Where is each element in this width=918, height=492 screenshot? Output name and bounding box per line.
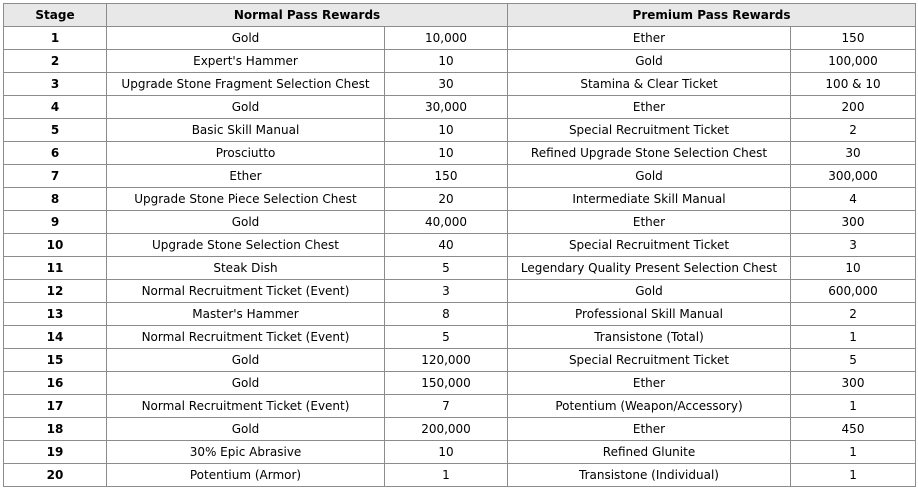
normal-reward-item: Gold bbox=[107, 418, 385, 441]
premium-reward-quantity: 2 bbox=[791, 303, 916, 326]
table-row bbox=[4, 73, 916, 96]
premium-pass-header: Premium Pass Rewards bbox=[508, 4, 916, 27]
premium-reward-quantity: 5 bbox=[791, 349, 916, 372]
stage-cell: 6 bbox=[4, 142, 107, 165]
table-row bbox=[4, 50, 916, 73]
stage-header: Stage bbox=[4, 4, 107, 27]
table-row bbox=[4, 303, 916, 326]
stage-cell: 15 bbox=[4, 349, 107, 372]
table-row bbox=[4, 165, 916, 188]
premium-reward-item: Stamina & Clear Ticket bbox=[508, 73, 791, 96]
table-row bbox=[4, 96, 916, 119]
stage-cell: 12 bbox=[4, 280, 107, 303]
premium-reward-item: Professional Skill Manual bbox=[508, 303, 791, 326]
stage-cell: 17 bbox=[4, 395, 107, 418]
normal-reward-quantity: 40 bbox=[385, 234, 508, 257]
premium-reward-quantity: 1 bbox=[791, 326, 916, 349]
normal-reward-quantity: 5 bbox=[385, 326, 508, 349]
table-row bbox=[4, 188, 916, 211]
premium-reward-item: Ether bbox=[508, 211, 791, 234]
normal-reward-item: Gold bbox=[107, 372, 385, 395]
table-row bbox=[4, 372, 916, 395]
normal-reward-item: Upgrade Stone Fragment Selection Chest bbox=[107, 73, 385, 96]
normal-reward-item: Ether bbox=[107, 165, 385, 188]
header-row bbox=[4, 4, 916, 27]
premium-reward-quantity: 300 bbox=[791, 211, 916, 234]
premium-reward-item: Refined Glunite bbox=[508, 441, 791, 464]
table-row bbox=[4, 27, 916, 50]
table-row bbox=[4, 257, 916, 280]
normal-reward-quantity: 3 bbox=[385, 280, 508, 303]
premium-reward-quantity: 30 bbox=[791, 142, 916, 165]
normal-reward-quantity: 150 bbox=[385, 165, 508, 188]
table-row bbox=[4, 142, 916, 165]
stage-cell: 4 bbox=[4, 96, 107, 119]
premium-reward-quantity: 10 bbox=[791, 257, 916, 280]
normal-reward-quantity: 10 bbox=[385, 441, 508, 464]
stage-cell: 7 bbox=[4, 165, 107, 188]
stage-cell: 13 bbox=[4, 303, 107, 326]
normal-reward-item: Prosciutto bbox=[107, 142, 385, 165]
stage-cell: 3 bbox=[4, 73, 107, 96]
table-row bbox=[4, 326, 916, 349]
rewards-body bbox=[4, 27, 916, 487]
normal-reward-quantity: 40,000 bbox=[385, 211, 508, 234]
normal-reward-quantity: 20 bbox=[385, 188, 508, 211]
premium-reward-quantity: 600,000 bbox=[791, 280, 916, 303]
premium-reward-item: Refined Upgrade Stone Selection Chest bbox=[508, 142, 791, 165]
normal-reward-quantity: 5 bbox=[385, 257, 508, 280]
normal-reward-quantity: 10 bbox=[385, 119, 508, 142]
table-row bbox=[4, 464, 916, 487]
normal-reward-item: Gold bbox=[107, 349, 385, 372]
table-row bbox=[4, 280, 916, 303]
premium-reward-quantity: 100 & 10 bbox=[791, 73, 916, 96]
premium-reward-item: Special Recruitment Ticket bbox=[508, 349, 791, 372]
stage-cell: 9 bbox=[4, 211, 107, 234]
premium-reward-item: Transistone (Total) bbox=[508, 326, 791, 349]
normal-reward-item: Master's Hammer bbox=[107, 303, 385, 326]
normal-reward-item: Normal Recruitment Ticket (Event) bbox=[107, 280, 385, 303]
pass-rewards-table bbox=[3, 3, 916, 487]
premium-reward-item: Ether bbox=[508, 372, 791, 395]
normal-reward-quantity: 1 bbox=[385, 464, 508, 487]
table-row bbox=[4, 234, 916, 257]
premium-reward-quantity: 300,000 bbox=[791, 165, 916, 188]
normal-reward-item: Normal Recruitment Ticket (Event) bbox=[107, 395, 385, 418]
premium-reward-quantity: 1 bbox=[791, 395, 916, 418]
normal-reward-quantity: 120,000 bbox=[385, 349, 508, 372]
normal-reward-item: Potentium (Armor) bbox=[107, 464, 385, 487]
normal-reward-quantity: 10,000 bbox=[385, 27, 508, 50]
stage-cell: 8 bbox=[4, 188, 107, 211]
stage-cell: 19 bbox=[4, 441, 107, 464]
stage-cell: 5 bbox=[4, 119, 107, 142]
premium-reward-item: Ether bbox=[508, 418, 791, 441]
normal-reward-quantity: 150,000 bbox=[385, 372, 508, 395]
normal-reward-item: Gold bbox=[107, 27, 385, 50]
premium-reward-item: Intermediate Skill Manual bbox=[508, 188, 791, 211]
premium-reward-item: Special Recruitment Ticket bbox=[508, 119, 791, 142]
normal-reward-quantity: 30 bbox=[385, 73, 508, 96]
premium-reward-quantity: 300 bbox=[791, 372, 916, 395]
table-row bbox=[4, 395, 916, 418]
premium-reward-item: Ether bbox=[508, 27, 791, 50]
normal-reward-item: Gold bbox=[107, 211, 385, 234]
stage-cell: 16 bbox=[4, 372, 107, 395]
table-row bbox=[4, 441, 916, 464]
normal-reward-quantity: 30,000 bbox=[385, 96, 508, 119]
normal-reward-quantity: 10 bbox=[385, 142, 508, 165]
normal-reward-quantity: 10 bbox=[385, 50, 508, 73]
premium-reward-quantity: 1 bbox=[791, 464, 916, 487]
stage-cell: 11 bbox=[4, 257, 107, 280]
normal-reward-item: Expert's Hammer bbox=[107, 50, 385, 73]
normal-reward-item: 30% Epic Abrasive bbox=[107, 441, 385, 464]
premium-reward-quantity: 1 bbox=[791, 441, 916, 464]
premium-reward-quantity: 450 bbox=[791, 418, 916, 441]
table-row bbox=[4, 418, 916, 441]
normal-pass-header: Normal Pass Rewards bbox=[107, 4, 508, 27]
premium-reward-quantity: 2 bbox=[791, 119, 916, 142]
normal-reward-quantity: 200,000 bbox=[385, 418, 508, 441]
stage-cell: 18 bbox=[4, 418, 107, 441]
premium-reward-quantity: 150 bbox=[791, 27, 916, 50]
normal-reward-item: Upgrade Stone Piece Selection Chest bbox=[107, 188, 385, 211]
stage-cell: 20 bbox=[4, 464, 107, 487]
premium-reward-item: Ether bbox=[508, 96, 791, 119]
premium-reward-quantity: 3 bbox=[791, 234, 916, 257]
premium-reward-item: Potentium (Weapon/Accessory) bbox=[508, 395, 791, 418]
premium-reward-quantity: 100,000 bbox=[791, 50, 916, 73]
stage-cell: 14 bbox=[4, 326, 107, 349]
premium-reward-item: Gold bbox=[508, 165, 791, 188]
premium-reward-item: Transistone (Individual) bbox=[508, 464, 791, 487]
normal-reward-item: Basic Skill Manual bbox=[107, 119, 385, 142]
premium-reward-item: Legendary Quality Present Selection Chest bbox=[508, 257, 791, 280]
premium-reward-quantity: 200 bbox=[791, 96, 916, 119]
stage-cell: 1 bbox=[4, 27, 107, 50]
premium-reward-item: Special Recruitment Ticket bbox=[508, 234, 791, 257]
normal-reward-item: Upgrade Stone Selection Chest bbox=[107, 234, 385, 257]
table-row bbox=[4, 211, 916, 234]
normal-reward-item: Normal Recruitment Ticket (Event) bbox=[107, 326, 385, 349]
premium-reward-quantity: 4 bbox=[791, 188, 916, 211]
premium-reward-item: Gold bbox=[508, 50, 791, 73]
normal-reward-item: Steak Dish bbox=[107, 257, 385, 280]
normal-reward-item: Gold bbox=[107, 96, 385, 119]
normal-reward-quantity: 8 bbox=[385, 303, 508, 326]
table-row bbox=[4, 119, 916, 142]
stage-cell: 2 bbox=[4, 50, 107, 73]
normal-reward-quantity: 7 bbox=[385, 395, 508, 418]
table-row bbox=[4, 349, 916, 372]
stage-cell: 10 bbox=[4, 234, 107, 257]
premium-reward-item: Gold bbox=[508, 280, 791, 303]
